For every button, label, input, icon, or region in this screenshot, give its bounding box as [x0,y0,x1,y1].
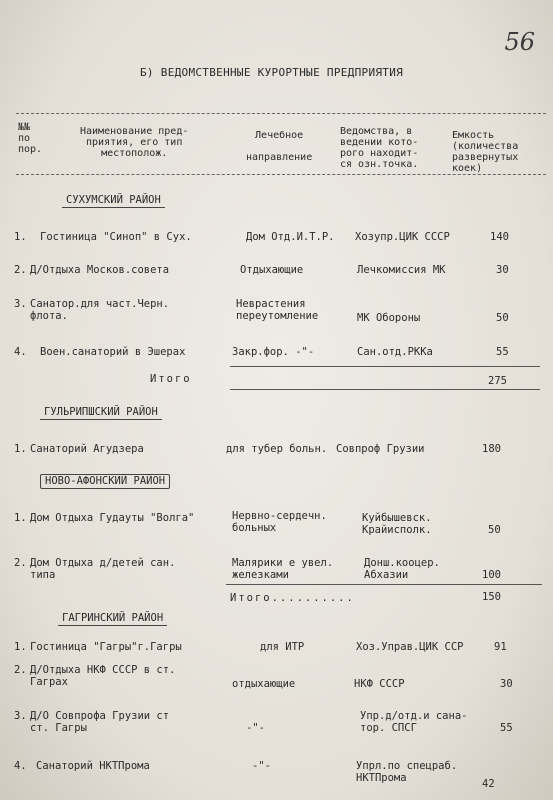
header-num: №№ по пор. [18,122,43,155]
page-number: 56 [504,28,535,56]
header-bottom-rule [16,174,546,175]
row-num: 1. [14,641,27,653]
row-direction: Нервно-сердечн. больных [232,510,327,534]
document-title: Б) ВЕДОМСТВЕННЫЕ КУРОРТНЫЕ ПРЕДПРИЯТИЯ [140,66,404,79]
header-direction: Лечебное направление [246,130,313,163]
section-title: НОВО-АФОНСКИЙ РАЙОН [40,474,170,489]
row-capacity: 55 [496,346,509,358]
row-name: Дом Отдыха Гудауты "Волга" [30,512,195,524]
section-title: СУХУМСКИЙ РАЙОН [62,194,165,208]
row-department: Донш.кооцер. Абхазии [364,557,440,581]
row-capacity: 50 [496,312,509,324]
row-department: Упр.д/отд.и сана- тор. СПСГ [360,710,468,734]
row-name: Дом Отдыха д/детей сан. типа [30,557,176,581]
row-num: 2. [14,557,27,569]
row-capacity: 55 [500,722,513,734]
row-department: Сан.отд.РККа [357,346,433,358]
row-department: НКФ СССР [354,678,405,690]
row-capacity: 91 [494,641,507,653]
total-label: Итого.......... [230,592,355,604]
row-direction: отдыхающие [232,678,296,690]
row-department: Совпроф Грузии [336,443,425,455]
total-label: Итого [150,373,192,385]
row-direction: Неврастения переутомление [236,298,319,322]
row-num: 4. [14,346,27,358]
section-title: ГУЛЬРИПШСКИЙ РАЙОН [40,406,162,420]
total-rule [230,366,540,367]
row-num: 4. [14,760,27,772]
row-department: Лечкомиссия МК [357,264,446,276]
row-direction: Дом Отд.И.Т.Р. [246,231,335,243]
row-direction: -"- [252,760,271,772]
row-name: Д/Отдыха НКФ СССР в ст. Гаграх [30,664,176,688]
row-num: 1. [14,443,27,455]
row-name: Санаторий Агудзера [30,443,144,455]
row-department: Упрл.по спецраб. НКТПрома [356,760,458,784]
row-department: МК Обороны [357,312,421,324]
row-name: Санаторий НКТПрома [36,760,150,772]
total-rule [226,584,542,585]
row-num: 2. [14,664,27,676]
row-direction: Закр.фор. -"- [232,346,315,358]
row-direction: -"- [246,722,265,734]
row-name: Гостиница "Гагры"г.Гагры [30,641,182,653]
row-name: Д/О Совпрофа Грузии ст ст. Гагры [30,710,170,734]
row-capacity: 140 [490,231,509,243]
header-top-rule [16,113,546,114]
row-direction: для тубер больн. [226,443,328,455]
row-capacity: 100 [482,569,501,581]
row-name: Гостиница "Синоп" в Сух. [40,231,192,243]
row-num: 1. [14,231,27,243]
row-capacity: 180 [482,443,501,455]
header-capacity: Емкость (количества развернутых коек) [452,130,519,174]
row-capacity: 42 [482,778,495,790]
row-name: Д/Отдыха Москов.совета [30,264,170,276]
row-department: Куйбышевск. Крайисполк. [362,512,432,536]
header-department: Ведомства, в ведении кото- рого находит- ся озн.точка. [340,126,419,170]
row-direction: для ИТР [260,641,305,653]
row-capacity: 50 [488,524,501,536]
total-rule [230,389,540,390]
row-direction: Малярики е увел. железками [232,557,334,581]
row-capacity: 30 [496,264,509,276]
total-value: 275 [488,375,507,387]
row-capacity: 30 [500,678,513,690]
row-name: Санатор.для част.Черн. флота. [30,298,170,322]
row-department: Хоз.Управ.ЦИК ССР [356,641,464,653]
row-num: 3. [14,710,27,722]
total-value: 150 [482,591,501,603]
row-num: 1. [14,512,27,524]
row-department: Хозупр.ЦИК СССР [355,231,450,243]
section-title: ГАГРИНСКИЙ РАЙОН [58,612,167,626]
row-direction: Отдыхающие [240,264,304,276]
row-num: 3. [14,298,27,310]
header-name: Наименование пред- приятия, его тип местополож. [80,126,189,159]
row-name: Воен.санаторий в Эшерах [40,346,186,358]
row-num: 2. [14,264,27,276]
